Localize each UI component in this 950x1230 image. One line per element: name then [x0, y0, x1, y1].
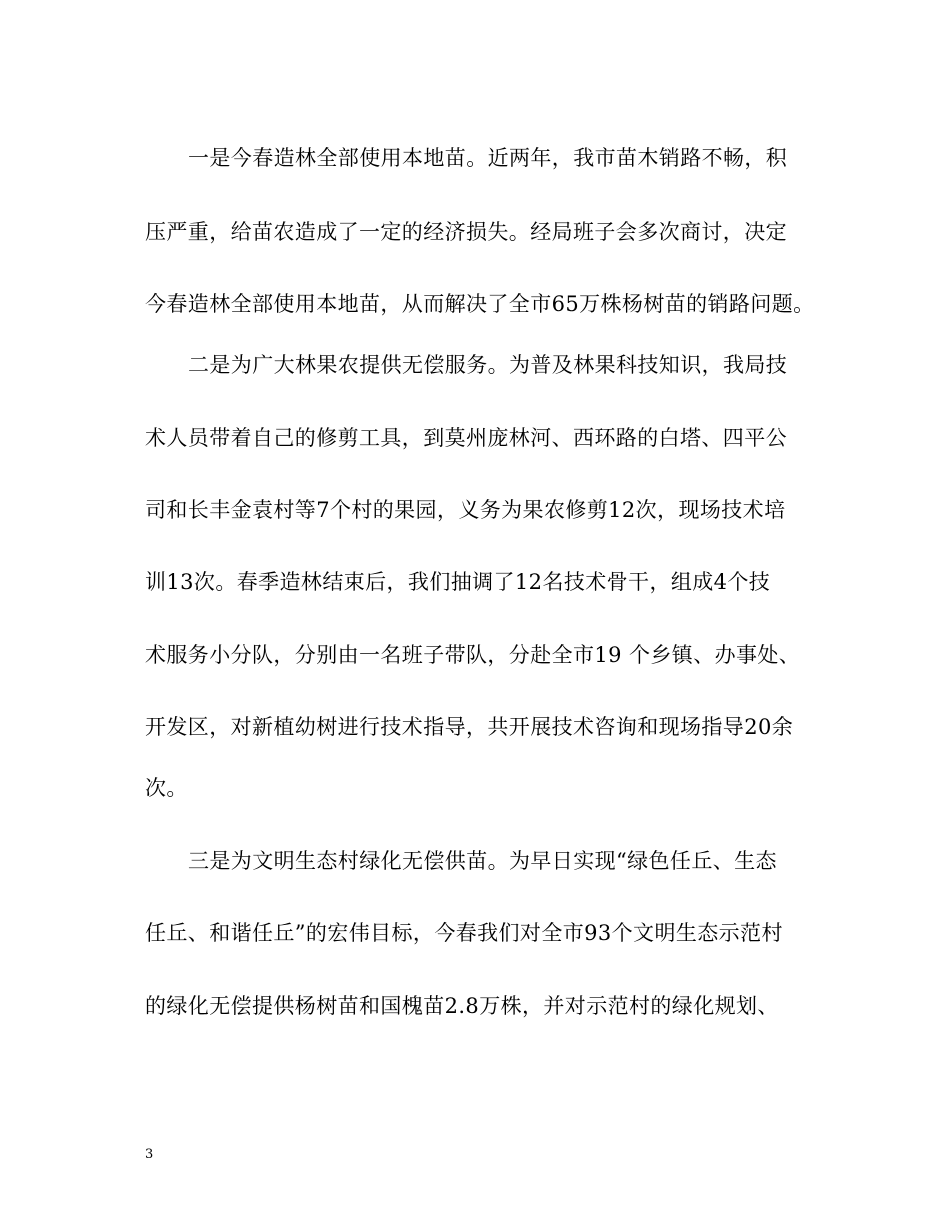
paragraph-3-line-1: 三是为文明生态村绿化无偿供苗。为早日实现“绿色任丘、生态 [188, 849, 777, 873]
paragraph-2-line-2: 术人员带着自己的修剪工具，到莫州庞林河、西环路的白塔、四平公 [145, 426, 787, 450]
paragraph-2-line-7: 次。 [145, 776, 188, 800]
paragraph-1-line-1: 一是今春造林全部使用本地苗。近两年，我市苗木销路不畅，积 [188, 146, 788, 170]
paragraph-1-line-2: 压严重，给苗农造成了一定的经济损失。经局班子会多次商讨，决定 [145, 220, 787, 244]
paragraph-2-line-4: 训13次。春季造林结束后，我们抽调了12名技术骨干，组成4个技 [145, 570, 771, 594]
paragraph-2-line-3: 司和长丰金袁村等7个村的果园，义务为果农修剪12次，现场技术培 [145, 498, 786, 522]
page-number: 3 [145, 1147, 154, 1162]
paragraph-2-line-6: 开发区，对新植幼树进行技术指导，共开展技术咨询和现场指导20余 [145, 715, 794, 739]
paragraph-2-line-5: 术服务小分队，分别由一名班子带队，分赴全市19 个乡镇、办事处、 [145, 643, 801, 667]
paragraph-1-line-3: 今春造林全部使用本地苗，从而解决了全市65万株杨树苗的销路问题。 [145, 292, 815, 316]
paragraph-2-line-1: 二是为广大林果农提供无偿服务。为普及林果科技知识，我局技 [188, 353, 788, 377]
paragraph-3-line-3: 的绿化无偿提供杨树苗和国槐苗2.8万株，并对示范村的绿化规划、 [145, 994, 779, 1018]
paragraph-3-line-2: 任丘、和谐任丘”的宏伟目标，今春我们对全市93个文明生态示范村 [145, 921, 783, 945]
